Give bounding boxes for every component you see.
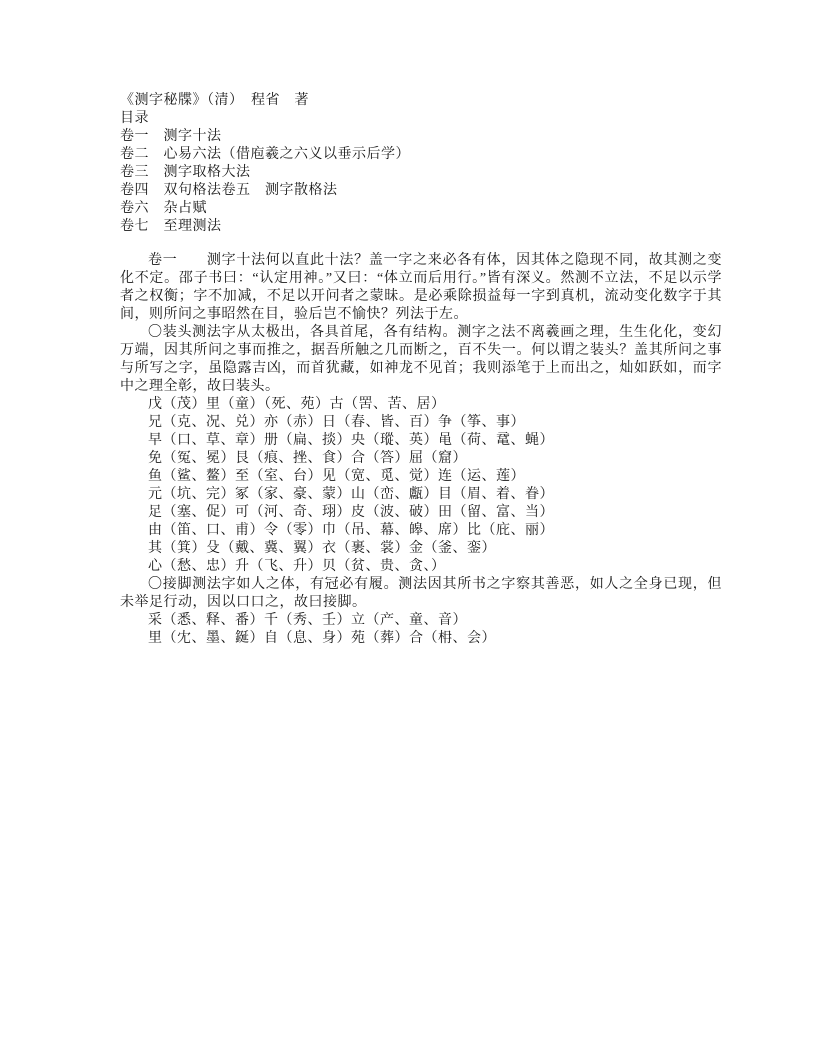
toc-item-juan3: 卷三 测字取格大法 xyxy=(120,165,251,180)
glyph-line-9: 其（箕）殳（戴、冀、翼）衣（裹、裳）金（釜、銮） xyxy=(148,541,496,556)
document-title: 《测字秘牒》（清） 程省 著 xyxy=(120,93,309,108)
glyph-line-10: 心（愁、忠）升（飞、升）贝（贫、贵、贪、） xyxy=(148,559,446,574)
glyph-line-7: 足（塞、促）可（河、奇、珝）皮（波、破）田（留、富、当） xyxy=(148,505,554,520)
toc-item-juan2: 卷二 心易六法（借庖羲之六义以垂示后学） xyxy=(120,147,410,162)
paragraph-jiejiao-method: 〇接脚测法字如人之体，有冠必有履。测法因其所书之字察其善恶，如人之全身已现，但未举足行动，因以口口之，故曰接脚。 xyxy=(120,577,722,610)
glyph-line-4: 免（冤、冕）艮（痕、挫、食）合（答）屈（窟） xyxy=(148,451,467,466)
toc-item-juan1: 卷一 测字十法 xyxy=(120,129,222,144)
toc-item-juan7: 卷七 至理测法 xyxy=(120,219,222,234)
glyph-line-12: 里（冘、墨、鋋）自（息、身）苑（葬）合（枏、会） xyxy=(148,631,496,646)
document-page xyxy=(120,92,722,648)
glyph-line-5: 鱼（鲨、鳌）至（室、台）见（宽、觅、觉）连（运、莲） xyxy=(148,469,525,484)
glyph-line-2: 兄（克、况、兑）亦（赤）日（春、皆、百）争（筝、事） xyxy=(148,415,525,430)
table-of-contents xyxy=(120,110,722,236)
toc-item-juan6: 卷六 杂占赋 xyxy=(120,201,207,216)
glyph-line-6: 元（坑、完）冢（家、豪、蒙）山（峦、甗）目（眉、着、眷） xyxy=(148,487,554,502)
toc-item-juan4-5: 卷四 双句格法卷五 测字散格法 xyxy=(120,183,338,198)
toc-heading: 目录 xyxy=(120,111,149,126)
paragraph-juan1-intro: 卷一 测字十法何以直此十法？盖一字之来必各有体，因其体之隐现不同，故其测之变化不定。邵子书曰：“认定用神。”又曰：“体立而后用行。”皆有深义。然测不立法，不足以示学者之权衡；字不加减，不足以开问者之蒙昧。是必乘除损益每一字到真机，流动变化数字于其间，则所问之事昭然在目，验后岂不愉快？列法于左。 xyxy=(120,253,722,322)
paragraph-zhuangtou-method: 〇装头测法字从太极出，各具首尾，各有结构。测字之法不离羲画之理，生生化化，变幻万端，因其所问之事而推之，据吾所触之几而断之，百不失一。何以谓之装头？盖其所问之事与所写之字，虽隐露吉凶，而首犹藏，如神龙不见首；我则添笔于上而出之，灿如跃如，而字中之理全彰，故曰装头。 xyxy=(120,325,722,394)
glyph-line-1: 戊（茂）里（童）（死、苑）古（罟、苦、居） xyxy=(148,397,446,412)
glyph-line-11: 采（悉、释、番）千（秀、壬）立（产、童、音） xyxy=(148,613,467,628)
glyph-line-3: 早（口、草、章）册（扁、掞）央（瑽、英）黾（荷、鼋、蝇） xyxy=(148,433,554,448)
glyph-line-8: 由（笛、口、甫）令（零）巾（吊、幕、皞、席）比（庇、丽） xyxy=(148,523,554,538)
